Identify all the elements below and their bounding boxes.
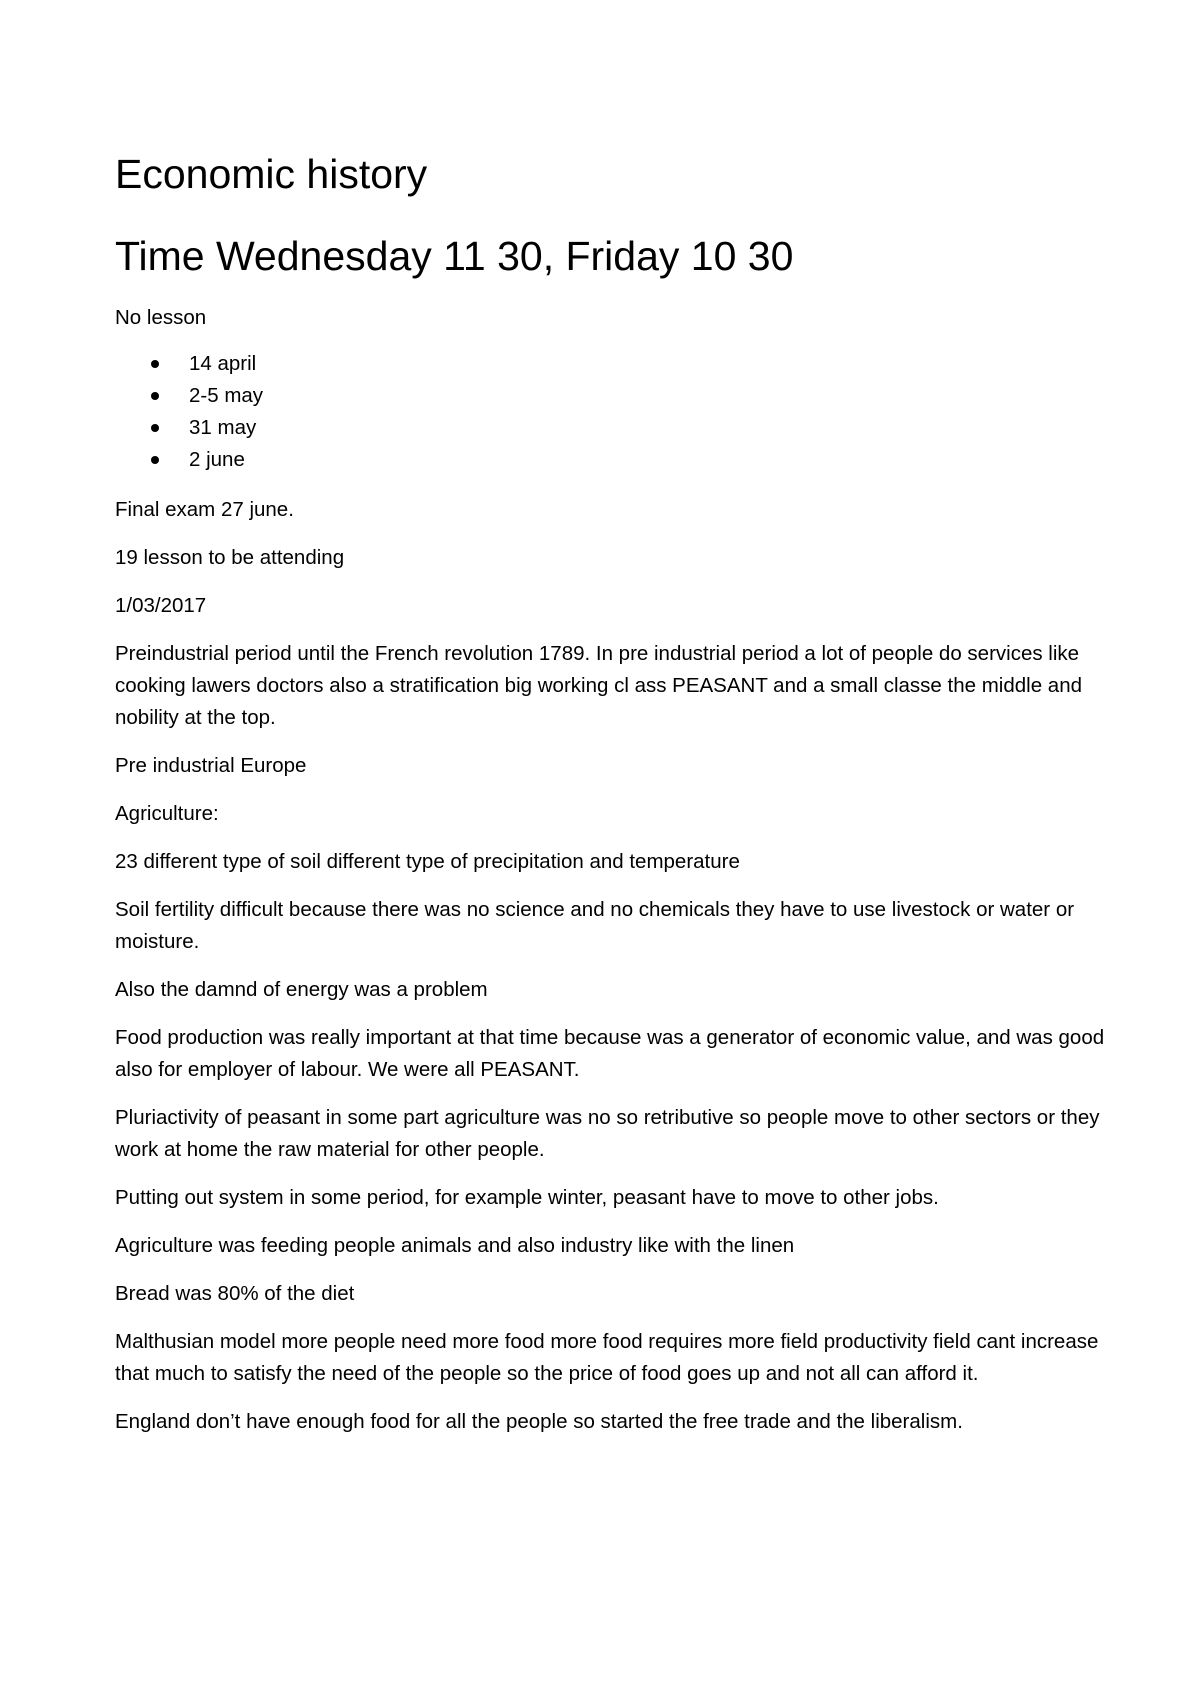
document-body <box>115 302 1105 1454</box>
section-heading: Pre industrial Europe <box>115 754 307 777</box>
document-title: Economic history <box>115 151 428 197</box>
paragraph: Soil fertility difficult because there was no science and no chemicals they have to use livestock or water or moisture. <box>115 898 1075 953</box>
list-item <box>115 348 1105 380</box>
paragraph: Agriculture was feeding people animals and also industry like with the linen <box>115 1234 795 1257</box>
date-note: 1/03/2017 <box>115 594 207 617</box>
paragraph: Malthusian model more people need more food more food requires more field productivity field cant increase that much to satisfy the need of the people so the price of food goes up and not all can afford it. <box>115 1330 1099 1385</box>
paragraph: Preindustrial period until the French revolution 1789. In pre industrial period a lot of people do services like cooking lawers doctors also a stratification big working cl ass PEASANT and a small classe the middle and nobility at the top. <box>115 642 1082 729</box>
bullet-icon <box>151 456 159 464</box>
list-item-text: 2 june <box>189 448 245 471</box>
list-item-text: 31 may <box>189 416 257 439</box>
attendance-note: 19 lesson to be attending <box>115 546 345 569</box>
bullet-icon <box>151 360 159 368</box>
section-heading: Agriculture: <box>115 802 219 825</box>
paragraph: Bread was 80% of the diet <box>115 1282 355 1305</box>
list-item-text: 2-5 may <box>189 384 264 407</box>
no-lesson-list <box>115 348 1105 476</box>
paragraph: Also the damnd of energy was a problem <box>115 978 488 1001</box>
paragraph: Food production was really important at that time because was a generator of economic value, and was good also for employer of labour. We were all PEASANT. <box>115 1026 1105 1081</box>
schedule-heading: Time Wednesday 11 30, Friday 10 30 <box>115 233 794 279</box>
paragraph: Putting out system in some period, for example winter, peasant have to move to other jobs. <box>115 1186 939 1209</box>
no-lesson-label: No lesson <box>115 306 207 329</box>
bullet-icon <box>151 392 159 400</box>
list-item <box>115 380 1105 412</box>
bullet-icon <box>151 424 159 432</box>
final-exam-note: Final exam 27 june. <box>115 498 294 521</box>
paragraph: Pluriactivity of peasant in some part agriculture was no so retributive so people move to other sectors or they work at home the raw material for other people. <box>115 1106 1100 1161</box>
list-item <box>115 412 1105 444</box>
list-item <box>115 444 1105 476</box>
paragraph: England don’t have enough food for all the people so started the free trade and the liberalism. <box>115 1410 963 1433</box>
paragraph: 23 different type of soil different type of precipitation and temperature <box>115 850 740 873</box>
list-item-text: 14 april <box>189 352 257 375</box>
